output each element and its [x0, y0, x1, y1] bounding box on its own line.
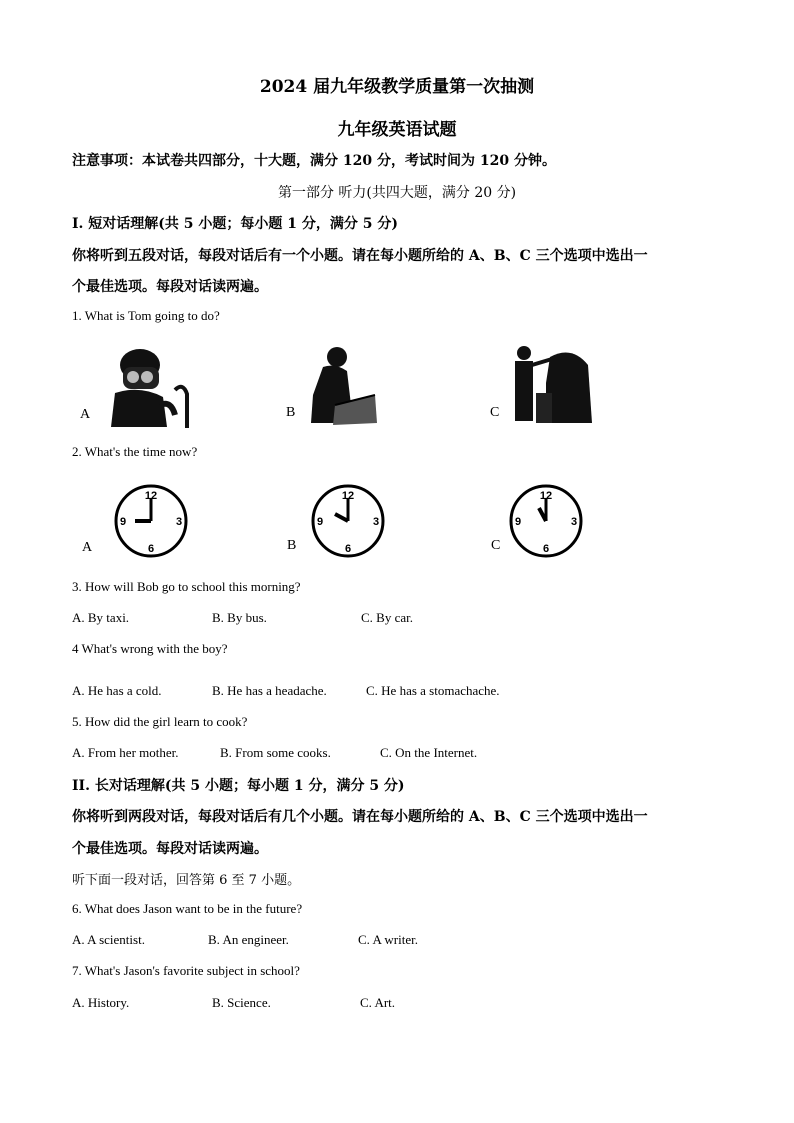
- option-label: B: [286, 405, 296, 420]
- option-c[interactable]: C. A writer.: [358, 932, 418, 947]
- listen-note: 听下面一段对话，回答第 6 至 7 小题。: [72, 873, 301, 888]
- instruction-line: 个最佳选项。每段对话读两遍。: [72, 841, 268, 857]
- option-a[interactable]: A. A scientist.: [72, 932, 145, 947]
- clock-numeral: 3: [570, 516, 578, 528]
- clock-numeral: 9: [119, 516, 127, 528]
- clock-icon: [508, 483, 584, 559]
- clock-numeral: 3: [372, 516, 380, 528]
- option-label: C: [491, 538, 501, 553]
- instruction-line: 你将听到两段对话，每段对话后有几个小题。请在每小题所给的 A、B、C 三个选项中选出一: [72, 809, 648, 825]
- clock-numeral: 12: [144, 490, 158, 502]
- notice: 注意事项：本试卷共四部分，十大题，满分 120 分，考试时间为 120 分钟。: [72, 153, 556, 169]
- question-stem: 7. What's Jason's favorite subject in school?: [72, 963, 300, 978]
- option-a[interactable]: A. History.: [72, 995, 130, 1010]
- clock-icon: [113, 483, 189, 559]
- option-b[interactable]: B. By bus.: [212, 610, 267, 625]
- question-stem: 4 What's wrong with the boy?: [72, 641, 228, 656]
- option-b[interactable]: B. From some cooks.: [220, 745, 331, 760]
- question-stem: 1. What is Tom going to do?: [72, 308, 220, 323]
- option-label: A: [82, 540, 93, 555]
- option-b[interactable]: B. Science.: [212, 995, 271, 1010]
- option-label: A: [80, 407, 91, 422]
- question-stem: 6. What does Jason want to be in the future?: [72, 901, 303, 916]
- option-a[interactable]: A. He has a cold.: [72, 683, 162, 698]
- option-b[interactable]: B. An engineer.: [208, 932, 289, 947]
- option-label: C: [490, 405, 500, 420]
- clock-numeral: 6: [542, 543, 550, 555]
- option-c[interactable]: C. Art.: [360, 995, 396, 1010]
- option-b[interactable]: B. He has a headache.: [212, 683, 327, 698]
- clock-numeral: 9: [514, 516, 522, 528]
- person-cleaning-icon: [510, 343, 595, 423]
- question-stem: 3. How will Bob go to school this morning?: [72, 579, 301, 594]
- clock-numeral: 12: [341, 490, 355, 502]
- question-stem: 5. How did the girl learn to cook?: [72, 714, 248, 729]
- page-subtitle: 九年级英语试题: [337, 120, 457, 140]
- option-c[interactable]: C. On the Internet.: [380, 745, 478, 760]
- clock-numeral: 6: [344, 543, 352, 555]
- instruction-line: 你将听到五段对话，每段对话后有一个小题。请在每小题所给的 A、B、C 三个选项中选出一: [72, 248, 648, 264]
- option-c[interactable]: C. By car.: [361, 610, 413, 625]
- person-reading-icon: [305, 345, 380, 427]
- clock-numeral: 12: [539, 490, 553, 502]
- instruction-line: 个最佳选项。每段对话读两遍。: [72, 279, 268, 295]
- clock-numeral: 6: [147, 543, 155, 555]
- question-stem: 2. What's the time now?: [72, 444, 198, 459]
- option-label: B: [287, 538, 297, 553]
- option-c[interactable]: C. He has a stomachache.: [366, 683, 500, 698]
- clock-numeral: 9: [316, 516, 324, 528]
- clock-icon: [310, 483, 386, 559]
- part-heading: 第一部分 听力(共四大题，满分 20 分): [277, 185, 517, 201]
- section-heading: II. 长对话理解(共 5 小题；每小题 1 分，满分 5 分): [72, 778, 405, 794]
- section-heading: I. 短对话理解(共 5 小题；每小题 1 分，满分 5 分): [72, 216, 399, 232]
- clock-numeral: 3: [175, 516, 183, 528]
- option-a[interactable]: A. By taxi.: [72, 610, 130, 625]
- page-title: 2024 届九年级教学质量第一次抽测: [259, 77, 535, 97]
- person-watering-plant-icon: [105, 345, 195, 427]
- option-a[interactable]: A. From her mother.: [72, 745, 179, 760]
